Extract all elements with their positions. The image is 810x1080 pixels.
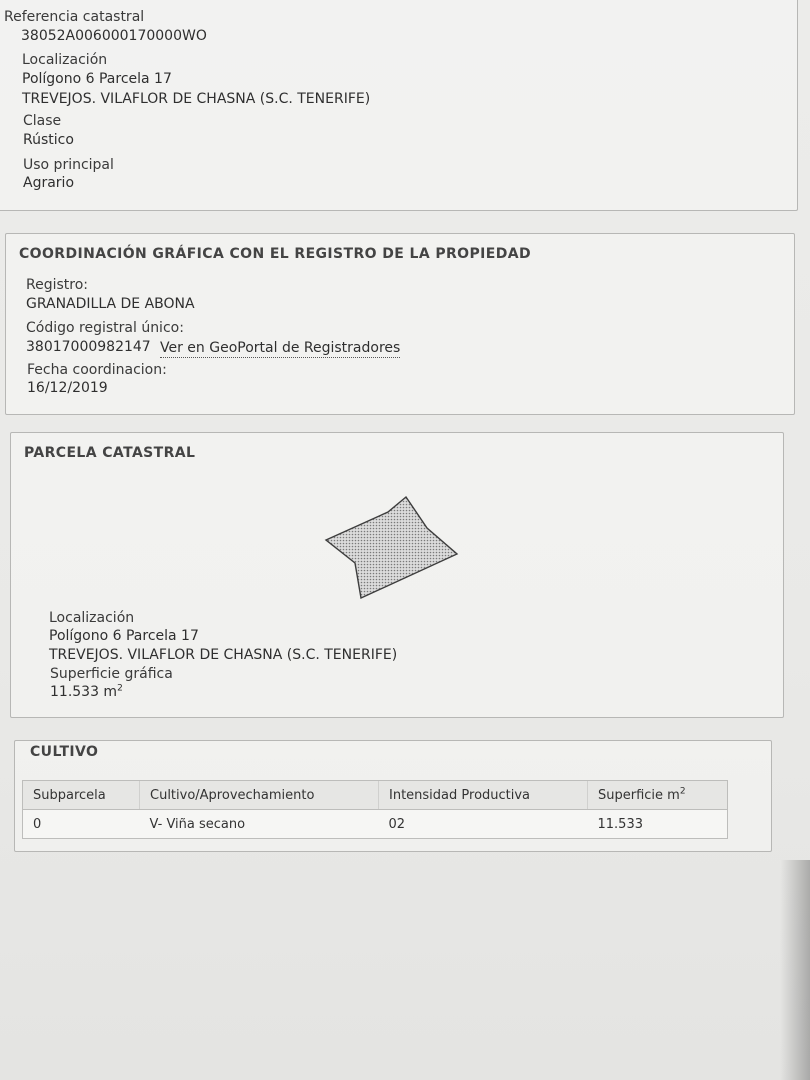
- loc-label: Localización: [22, 52, 108, 68]
- cell-intensidad: 02: [379, 810, 588, 839]
- codigo-label: Código registral único:: [26, 320, 184, 336]
- col-intensidad: Intensidad Productiva: [379, 781, 588, 810]
- cell-superficie: 11.533: [588, 810, 728, 839]
- cell-cultivo: V- Viña secano: [140, 810, 379, 839]
- col-subparcela: Subparcela: [23, 781, 140, 810]
- geoportal-link[interactable]: Ver en GeoPortal de Registradores: [160, 340, 401, 356]
- coordinacion-title: COORDINACIÓN GRÁFICA CON EL REGISTRO DE LA PROPIEDAD: [19, 246, 531, 262]
- ref-value: 38052A006000170000WO: [21, 28, 207, 44]
- cultivo-title: CULTIVO: [30, 744, 99, 760]
- page-edge-shadow: [780, 860, 810, 1080]
- superficie-value: 11.533 $m^2$: [50, 683, 123, 700]
- superficie-label: Superficie gráfica: [50, 666, 173, 682]
- col-superficie: Superficie $m^2$: [588, 781, 728, 810]
- cell-subparcela: 0: [23, 810, 140, 839]
- parcela-loc-line2: TREVEJOS. VILAFLOR DE CHASNA (S.C. TENERIFE): [49, 647, 398, 663]
- cultivo-table: [22, 780, 728, 839]
- parcel-polygon: [326, 497, 457, 598]
- parcela-loc-label: Localización: [49, 610, 135, 626]
- fecha-label: Fecha coordinacion:: [27, 362, 167, 378]
- loc-line2: TREVEJOS. VILAFLOR DE CHASNA (S.C. TENERIFE): [22, 91, 371, 107]
- table-header-row: [23, 781, 728, 810]
- table-row: [23, 810, 728, 839]
- clase-value: Rústico: [23, 132, 74, 148]
- parcela-title: PARCELA CATASTRAL: [24, 445, 196, 461]
- loc-line1: Polígono 6 Parcela 17: [22, 71, 172, 87]
- uso-value: Agrario: [23, 175, 75, 191]
- registro-label: Registro:: [26, 277, 89, 293]
- col-cultivo: Cultivo/Aprovechamiento: [140, 781, 379, 810]
- registro-value: GRANADILLA DE ABONA: [26, 296, 195, 312]
- parcela-loc-line1: Polígono 6 Parcela 17: [49, 628, 199, 644]
- uso-label: Uso principal: [23, 157, 114, 173]
- ref-label: Referencia catastral: [4, 9, 145, 25]
- fecha-value: 16/12/2019: [27, 380, 108, 396]
- parcel-map-shape: [315, 488, 475, 608]
- codigo-value: 38017000982147: [26, 339, 151, 355]
- clase-label: Clase: [23, 113, 62, 129]
